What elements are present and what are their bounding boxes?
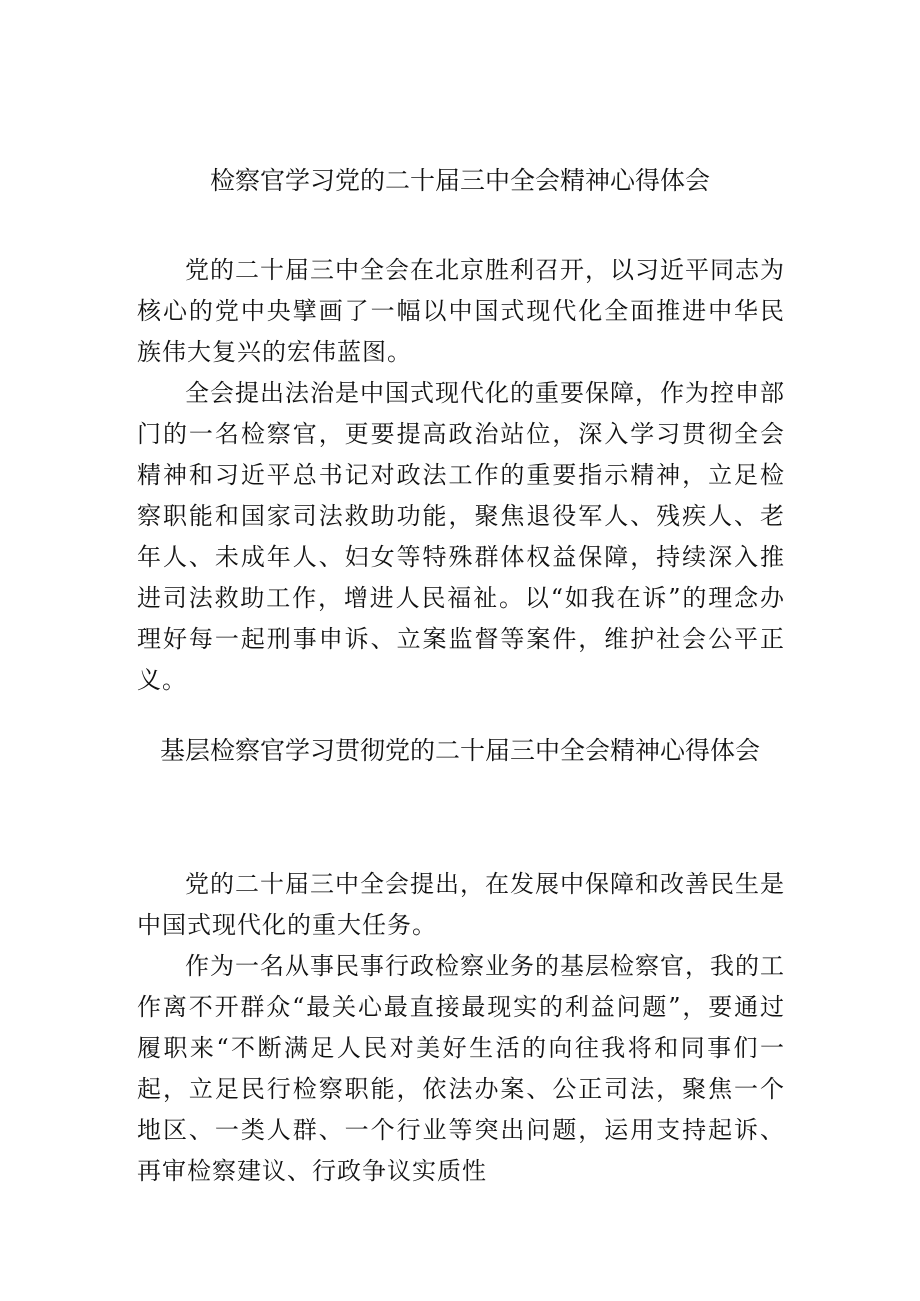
section-2-paragraph-1: 党的二十届三中全会提出，在发展中保障和改善民生是中国式现代化的重大任务。 [137,870,785,939]
section-1-paragraph-2: 全会提出法治是中国式现代化的重要保障，作为控申部门的一名检察官，更要提高政治站位，深入学习贯彻全会精神和习近平总书记对政法工作的重要指示精神，立足检察职能和国家司法救助功能，聚焦退役军人、残疾人、老年人、未成年人、妇女等特殊群体权益保障，持续深入推进司法救助工作，增进人民福祉。以“如我在诉”的理念办理好每一起刑事申诉、立案监督等案件，维护社会公平正义。 [137,379,785,694]
section-1-paragraph-1: 党的二十届三中全会在北京胜利召开，以习近平同志为核心的党中央擘画了一幅以中国式现代化全面推进中华民族伟大复兴的宏伟蓝图。 [137,256,785,366]
section-2-title: 基层检察官学习贯彻党的二十届三中全会精神心得体会 [159,736,760,765]
section-1-title: 检察官学习党的二十届三中全会精神心得体会 [209,166,710,195]
section-2-paragraph-2: 作为一名从事民事行政检察业务的基层检察官，我的工作离不开群众“最关心最直接最现实的利益问题”，要通过履职来“不断满足人民对美好生活的向往我将和同事们一起，立足民行检察职能，依法办案、公正司法，聚焦一个地区、一类人群、一个行业等突出问题，运用支持起诉、再审检察建议、行政争议实质性 [137,952,785,1185]
